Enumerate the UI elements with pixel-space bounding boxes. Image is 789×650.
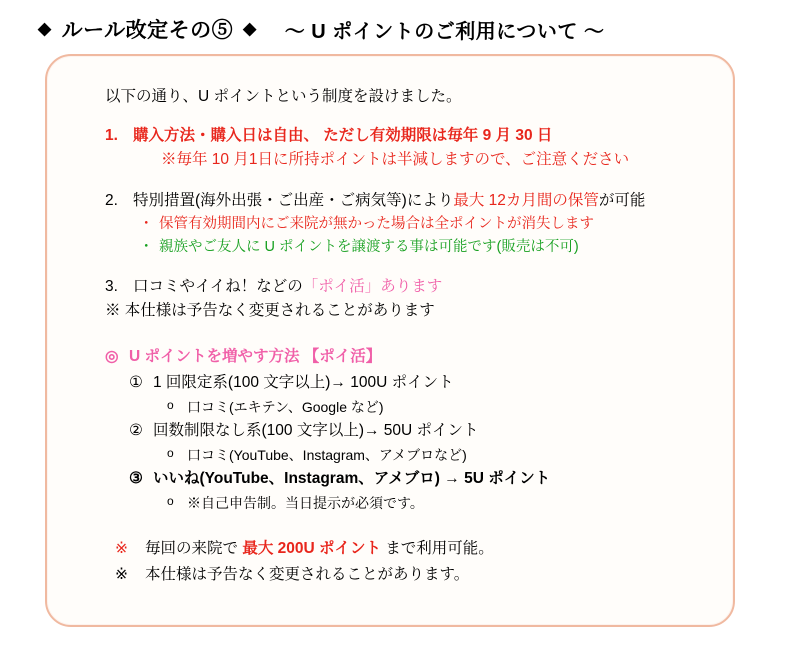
section-item-2-text: 回数制限なし系(100 文字以上)→ 50U ポイント: [153, 421, 479, 439]
section-item-1-sub-1: [105, 396, 703, 418]
section-item-2-sub-1-text: 口コミ(YouTube、Instagram、アメブロなど): [187, 446, 467, 463]
item-2-bullet-1: [105, 213, 703, 236]
page-title: [0, 0, 789, 52]
bullet-marker-icon: ・: [139, 215, 154, 232]
content-box: [45, 54, 735, 627]
section-item-3-text: いいね(YouTube、Instagram、アメブロ) → 5U ポイント: [153, 469, 551, 487]
item-2-bullet-1-text: 保管有効期間内にご来院が無かった場合は全ポイントが消失します: [159, 215, 594, 232]
lead-text: 以下の通り、U ポイントという制度を設けました。: [105, 88, 462, 105]
diamond-left-icon: ◆: [38, 18, 52, 38]
item-2-text-highlight: 最大 12カ月間の保管: [453, 191, 599, 209]
bullet-marker-icon: ・: [139, 239, 154, 256]
asterisk-icon: ※: [115, 539, 128, 557]
footer-note-1-text: [145, 536, 494, 562]
hollow-bullet-icon: o: [167, 493, 174, 508]
footer-note-1-text-a: 毎回の来院で: [145, 539, 243, 557]
hollow-bullet-icon: o: [167, 397, 174, 412]
item-2-bullet-2-text: 親族やご友人に U ポイントを譲渡する事は可能です(販売は不可): [159, 239, 579, 256]
double-circle-icon: ◎: [105, 348, 119, 366]
section-item-3-sub-1-text: ※自己申告制。当日提示が必須です。: [187, 494, 424, 511]
hollow-bullet-icon: o: [167, 445, 174, 460]
diamond-right-icon: ◆: [243, 18, 257, 38]
section-item-2-sub-1: [105, 444, 703, 466]
item-2-text-b: が可能: [598, 191, 646, 209]
section-heading-text: U ポイントを増やす方法 【ポイ活】: [129, 348, 382, 366]
section-item-1-text: 1 回限定系(100 文字以上)→ 100U ポイント: [153, 374, 454, 392]
circled-3-icon: ③: [129, 469, 143, 487]
footer-note-1-highlight: 最大 200U ポイント: [242, 539, 381, 557]
circled-1-icon: ①: [129, 374, 143, 392]
numbered-item-2: [105, 189, 703, 213]
section-item-3-sub-1: [105, 492, 703, 514]
item-2-marker: 2.: [105, 191, 118, 209]
section-item-3: [105, 466, 703, 492]
section-item-1-sub-1-text: 口コミ(エキテン、Google など): [187, 398, 384, 415]
item-2-text-a: 特別措置(海外出張・ご出産・ご病気等)により: [133, 191, 454, 209]
item-1-text: 購入方法・購入日は自由、 ただし有効期限は毎年 9 月 30 日: [133, 127, 553, 144]
item-2-text: [133, 189, 703, 213]
section-item-2: [105, 418, 703, 444]
title-subtitle-text: ～ U ポイントのご利用について ～: [284, 20, 605, 43]
section-item-1: [105, 370, 703, 396]
note-after-item-3: ※ 本仕様は予告なく変更されることがあります: [105, 302, 435, 320]
title-main-text: ルール改定その⑤: [61, 19, 234, 42]
item-1-note: ※毎年 10 月1日に所持ポイントは半減しますので、ご注意ください: [161, 151, 630, 169]
item-2-bullet-2: [105, 236, 703, 259]
item-3-text: [133, 275, 703, 299]
numbered-item-3: [105, 275, 703, 299]
item-3-marker: 3.: [105, 278, 118, 296]
item-3-text-a: 口コミやイイね！などの: [133, 278, 303, 296]
footer-note-2: [105, 562, 703, 588]
numbered-item-1: [105, 124, 703, 148]
item-3-text-highlight: 「ポイ活」あります: [302, 278, 443, 296]
footer-note-1-text-b: まで利用可能。: [380, 539, 494, 557]
footer-note-1: [105, 536, 703, 562]
asterisk-icon: ※: [115, 566, 128, 584]
footer-note-2-text: 本仕様は予告なく変更されることがあります。: [145, 566, 470, 584]
circled-2-icon: ②: [129, 421, 143, 439]
section-heading: [105, 345, 703, 370]
item-1-marker: 1.: [105, 127, 118, 144]
